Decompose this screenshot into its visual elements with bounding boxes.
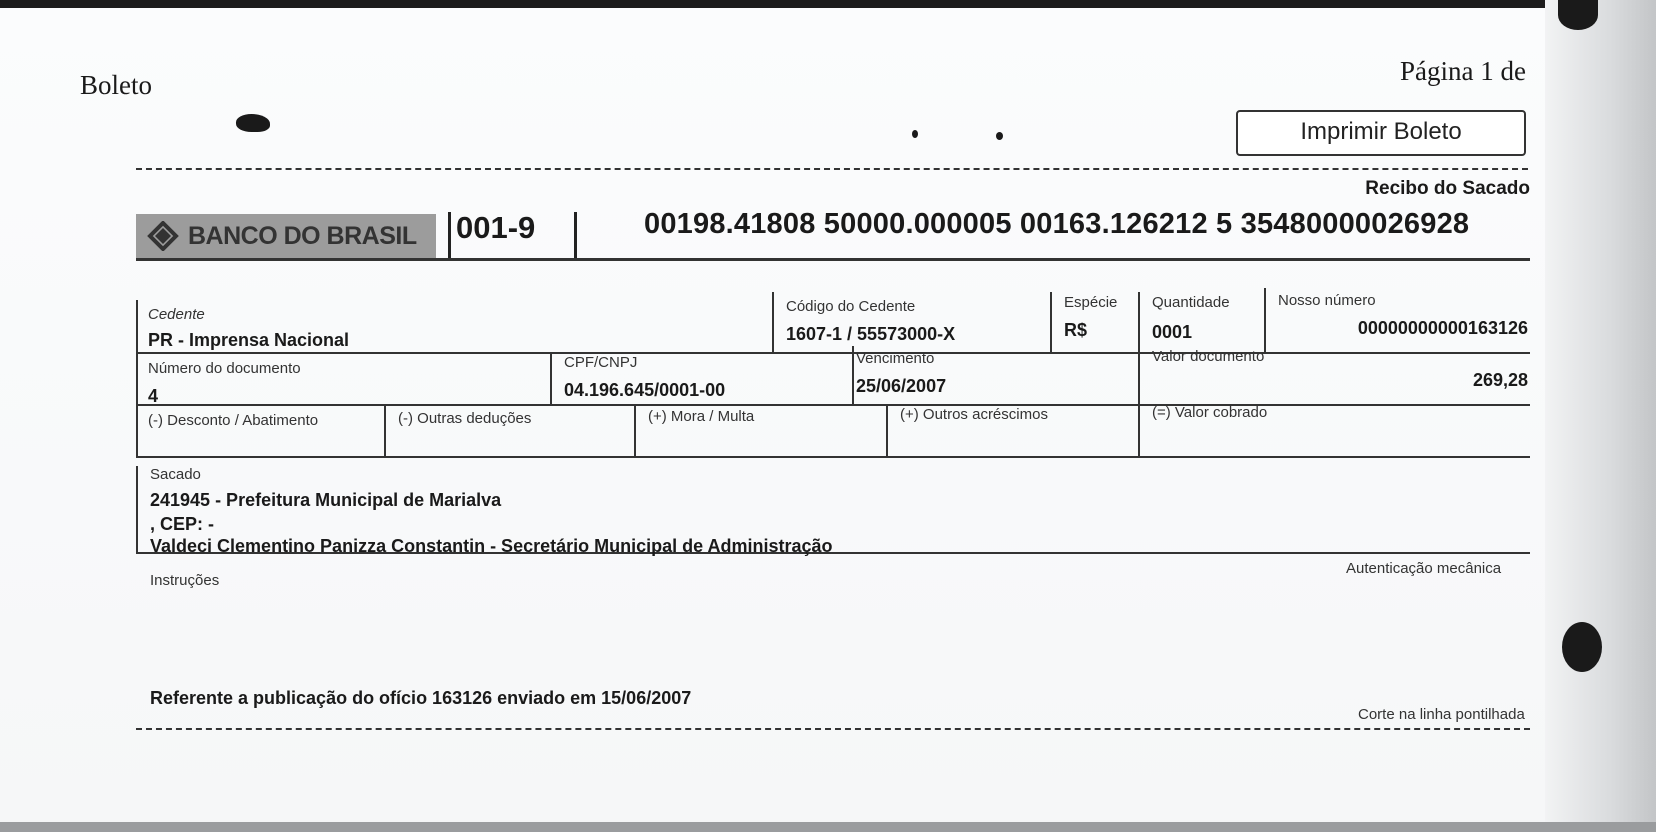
sacado-line-3: Valdeci Clementino Panizza Constantin - Secretário Municipal de Administração	[150, 536, 833, 556]
grid-line	[1264, 288, 1266, 352]
referente-text: Referente a publicação do ofício 163126 enviado em 15/06/2007	[150, 688, 692, 708]
receipt-label: Recibo do Sacado	[1365, 178, 1530, 199]
cpf-cnpj-label: CPF/CNPJ	[564, 354, 638, 371]
ink-speck	[996, 132, 1003, 140]
mora-multa-label: (+) Mora / Multa	[648, 408, 755, 425]
grid-line	[1138, 292, 1140, 458]
cpf-cnpj-value: 04.196.645/0001-00	[564, 380, 726, 400]
numero-documento-value: 4	[148, 386, 159, 406]
sacado-line-1: 241945 - Prefeitura Municipal de Marialva	[150, 490, 502, 510]
ink-speck	[912, 130, 918, 138]
bank-name: BANCO DO BRASIL	[188, 221, 417, 250]
grid-line	[136, 404, 1530, 406]
ink-blot	[236, 114, 270, 132]
scan-top-edge	[0, 0, 1656, 8]
nosso-numero-value: 00000000000163126	[1357, 318, 1528, 338]
divider	[448, 212, 451, 258]
cut-line-bottom	[136, 728, 1530, 730]
outras-deducoes-label: (-) Outras deduções	[398, 410, 532, 427]
grid-line	[384, 404, 386, 458]
grid-line	[136, 456, 1530, 458]
numero-documento-label: Número do documento	[148, 360, 301, 377]
corte-label: Corte na linha pontilhada	[1358, 706, 1525, 723]
scan-bottom-edge	[0, 822, 1656, 832]
digitable-line: 00198.41808 50000.000005 00163.126212 5 35480000026928	[644, 208, 1470, 240]
grid-line	[772, 292, 774, 352]
especie-value: R$	[1064, 320, 1088, 340]
grid-line	[852, 346, 854, 404]
grid-line	[136, 352, 1530, 354]
quantidade-label: Quantidade	[1152, 294, 1230, 311]
banco-do-brasil-icon	[146, 221, 180, 251]
grid-line	[136, 300, 138, 458]
grid-line	[136, 466, 138, 554]
scan-right-edge	[1545, 0, 1656, 832]
vencimento-label: Vencimento	[856, 350, 935, 367]
valor-cobrado-label: (=) Valor cobrado	[1152, 404, 1268, 421]
vencimento-value: 25/06/2007	[856, 376, 947, 396]
valor-documento-label: Valor documento	[1152, 348, 1265, 365]
codigo-cedente-value: 1607-1 / 55573000-X	[786, 324, 956, 344]
sacado-label: Sacado	[150, 466, 201, 483]
quantidade-value: 0001	[1152, 322, 1193, 342]
nosso-numero-label: Nosso número	[1278, 292, 1376, 309]
sacado-line-2: , CEP: -	[150, 514, 215, 534]
print-boleto-button[interactable]: Imprimir Boleto	[1236, 110, 1526, 156]
cedente-label: Cedente	[148, 306, 205, 323]
grid-line	[634, 404, 636, 458]
cut-line-top	[136, 168, 1528, 170]
divider	[574, 212, 577, 258]
especie-label: Espécie	[1064, 294, 1118, 311]
outros-acrescimos-label: (+) Outros acréscimos	[900, 406, 1048, 423]
grid-line	[550, 352, 552, 404]
grid-line	[886, 404, 888, 458]
punch-hole	[1562, 622, 1602, 672]
valor-documento-value: 269,28	[1472, 370, 1528, 390]
codigo-cedente-label: Código do Cedente	[786, 298, 916, 315]
autenticacao-label: Autenticação mecânica	[1346, 560, 1502, 577]
instrucoes-label: Instruções	[150, 572, 220, 589]
document-title: Boleto	[80, 70, 152, 100]
punch-hole	[1558, 0, 1598, 30]
grid-line	[1050, 292, 1052, 352]
page-number: Página 1 de	[1400, 56, 1526, 86]
bank-bar-underline	[136, 258, 1530, 261]
bank-code: 001-9	[456, 210, 536, 245]
bank-logo	[136, 214, 436, 258]
cedente-value: PR - Imprensa Nacional	[148, 330, 350, 350]
desconto-label: (-) Desconto / Abatimento	[148, 412, 319, 429]
